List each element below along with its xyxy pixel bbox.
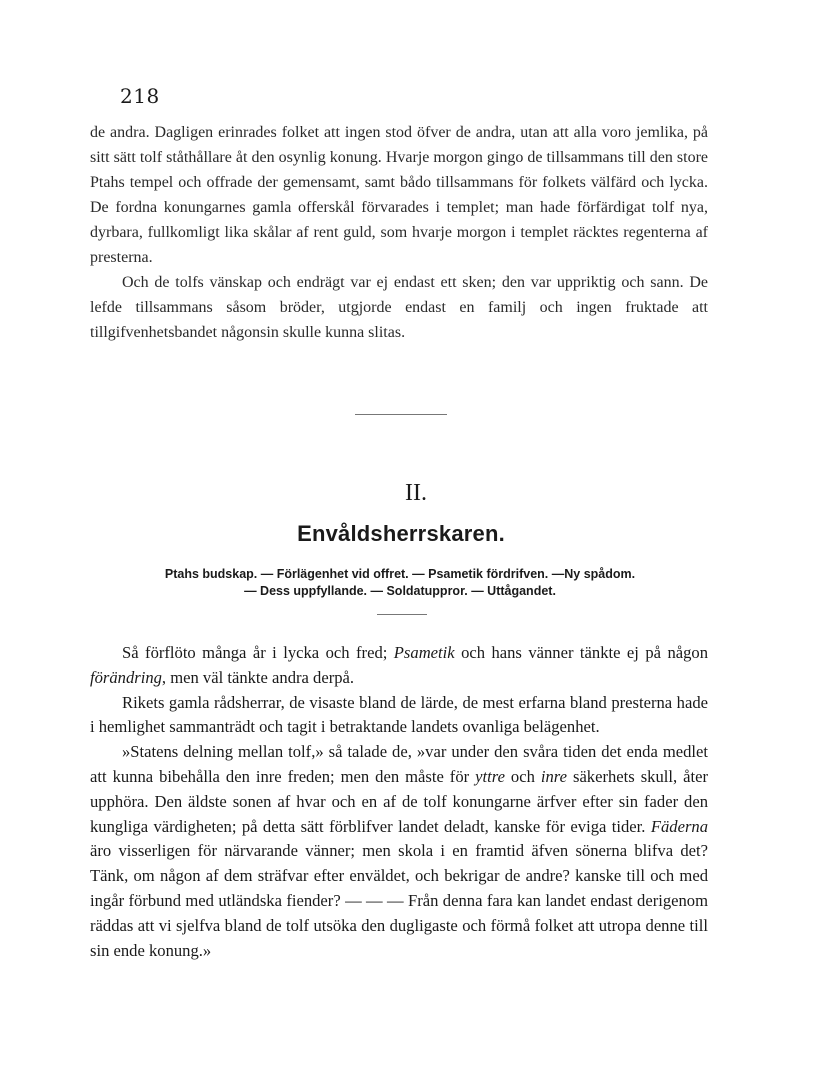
italic-word: Fäderna: [650, 816, 708, 836]
chapter-title: Envåldsherrskaren.: [297, 521, 505, 546]
continued-text: [90, 120, 708, 345]
paragraph: »Statens delning mellan tolf,» så talade de, »var under den svåra tiden det enda medlet att kunna bibehålla den inre freden; men den måste för yttre och inre säkerhets skull, åter upphöra. Den äldste sonen af hvar och en af de tolf konungarne ärfver efter sin fader den kungliga värdigheten; på detta sätt förblifver landet deladt, kanske för eviga tider. Fäderna äro visserligen för närvarande vänner; men skola i en framtid äfven sönerna blifva det? Tänk, om någon af dem sträfvar efter enväldet, och bekrigar de andre? kanske till och med ingår förbund med utländska fiender? — — — Från denna fara kan landet endast derigenom räddas att vi sjelfva bland de tolf utsöka den dugligaste och förmå folket att utropa denne till sin ende konung.»: [90, 742, 708, 960]
chapter-text: [90, 641, 708, 963]
summary-line: — Dess uppfyllande. — Soldatuppror. — Uttågandet.: [244, 584, 556, 598]
summary-divider: [377, 614, 427, 615]
paragraph: Så förflöto många år i lycka och fred; Psametik och hans vänner tänkte ej på någon förändring, men väl tänkte andra derpå.: [90, 643, 708, 687]
section-divider: [355, 414, 447, 415]
chapter-summary: [90, 566, 710, 600]
italic-word: förändring: [90, 667, 162, 687]
paragraph: de andra. Dagligen erinrades folket att ingen stod öfver de andra, utan att alla voro jemlika, på sitt sätt tolf ståthållare åt den osynlig konung. Hvarje morgon gingo de tillsammans till den store Ptahs tempel och offrade der gemensamt, samt bådo tillsammans för folkets välfärd och lycka. De fordna konungarnes gamla offerskål förvarades i templet; man hade förfärdigat tolf nya, dyrbara, fullkomligt lika skålar af rent guld, som hvarje morgon i templet räcktes regenterna af presterna.: [90, 124, 708, 266]
paragraph: Rikets gamla rådsherrar, de visaste bland de lärde, de mest erfarna bland presterna hade i hemlighet sammanträdt och tagit i betraktande landets ovanliga belägenhet.: [90, 692, 708, 737]
italic-name: Psametik: [393, 643, 455, 662]
italic-word: inre: [540, 766, 567, 786]
italic-word: yttre: [475, 766, 505, 786]
chapter-number: II.: [405, 480, 427, 506]
page-number: 218: [120, 84, 160, 108]
summary-line: Ptahs budskap. — Förlägenhet vid offret. — Psametik fördrifven. —Ny spådom.: [164, 567, 636, 581]
paragraph: Och de tolfs vänskap och endrägt var ej endast ett sken; den var uppriktig och sann. De lefde tillsammans såsom bröder, utgjorde endast en familj och ingen fruktade att tillgifvenhetsbandet någonsin skulle kunna slitas.: [90, 274, 708, 341]
